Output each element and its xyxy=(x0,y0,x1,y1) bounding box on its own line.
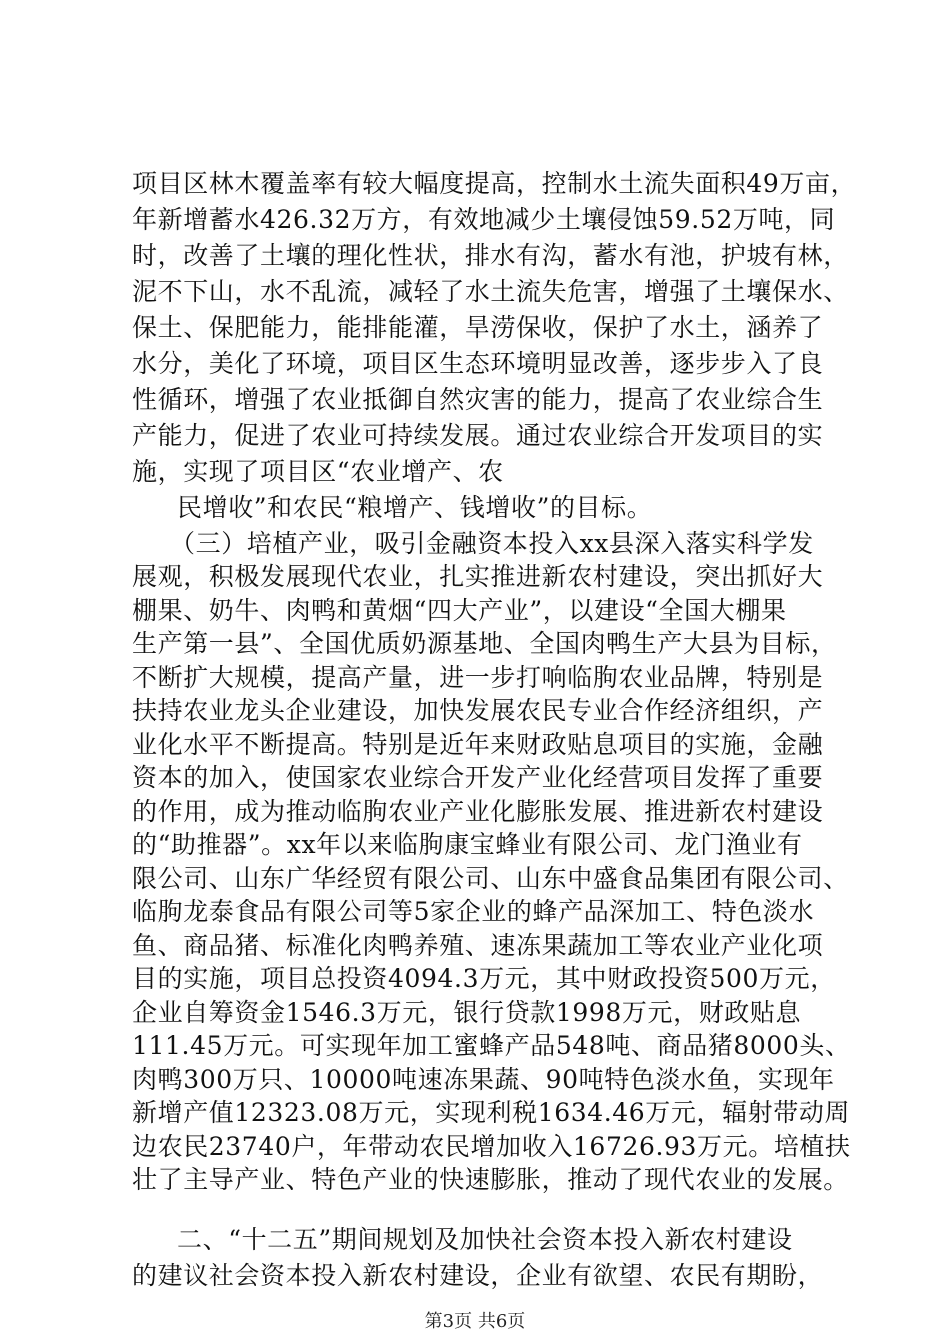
text-line: 新增产值12323.08万元，实现利税1634.46万元，辐射带动周 xyxy=(132,1098,851,1127)
text-line: 施，实现了项目区“农业增产、农 xyxy=(132,457,504,486)
text-line: 展观，积极发展现代农业，扎实推进新农村建设，突出抓好大 xyxy=(132,562,824,591)
text-line: 临朐龙泰食品有限公司等5家企业的蜂产品深加工、特色淡水 xyxy=(132,897,815,926)
text-line: 民增收”和农民“粮增产、钱增收”的目标。 xyxy=(177,493,653,522)
text-line: 水分，美化了环境，项目区生态环境明显改善，逐步步入了良 xyxy=(132,349,824,378)
text-line: 产能力，促进了农业可持续发展。通过农业综合开发项目的实 xyxy=(132,421,824,450)
text-line: 项目区林木覆盖率有较大幅度提高，控制水土流失面积49万亩， xyxy=(132,169,857,198)
text-line: 的“助推器”。xx年以来临朐康宝蜂业有限公司、龙门渔业有 xyxy=(132,830,803,859)
text-line: 不断扩大规模，提高产量，进一步打响临朐农业品牌，特别是 xyxy=(132,663,824,692)
text-line: 扶持农业龙头企业建设，加快发展农民专业合作经济组织，产 xyxy=(132,696,824,725)
text-line: 生产第一县”、全国优质奶源基地、全国肉鸭生产大县为目标， xyxy=(132,629,837,658)
text-line: 二、“十二五”期间规划及加快社会资本投入新农村建设 xyxy=(177,1225,793,1254)
text-line: 时，改善了土壤的理化性状，排水有沟，蓄水有池，护坡有林， xyxy=(132,241,849,270)
text-line: 目的实施，项目总投资4094.3万元，其中财政投资500万元， xyxy=(132,964,836,993)
text-line: 企业自筹资金1546.3万元，银行贷款1998万元，财政贴息 xyxy=(132,998,802,1027)
text-line: 111.45万元。可实现年加工蜜蜂产品548吨、商品猪8000头、 xyxy=(132,1031,851,1060)
text-line: 的建议社会资本投入新农村建设，企业有欲望、农民有期盼， xyxy=(132,1261,824,1290)
text-line: 业化水平不断提高。特别是近年来财政贴息项目的实施，金融 xyxy=(132,730,824,759)
text-line: 限公司、山东广华经贸有限公司、山东中盛食品集团有限公司、 xyxy=(132,864,849,893)
text-line: 泥不下山，水不乱流，减轻了水土流失危害，增强了土壤保水、 xyxy=(132,277,849,306)
text-line: 棚果、奶牛、肉鸭和黄烟“四大产业”，以建设“全国大棚果 xyxy=(132,596,787,625)
text-line: 鱼、商品猪、标准化肉鸭养殖、速冻果蔬加工等农业产业化项 xyxy=(132,931,824,960)
text-line: 保土、保肥能力，能排能灌，旱涝保收，保护了水土，涵养了 xyxy=(132,313,824,342)
text-line: 边农民23740户，年带动农民增加收入16726.93万元。培植扶 xyxy=(132,1132,851,1161)
text-line: （三）培植产业，吸引金融资本投入xx县深入落实科学发 xyxy=(170,529,814,558)
text-line: 资本的加入，使国家农业综合开发产业化经营项目发挥了重要 xyxy=(132,763,824,792)
text-line: 的作用，成为推动临朐农业产业化膨胀发展、推进新农村建设 xyxy=(132,797,824,826)
text-line: 年新增蓄水426.32万方，有效地减少土壤侵蚀59.52万吨，同 xyxy=(132,205,836,234)
text-line: 壮了主导产业、特色产业的快速膨胀，推动了现代农业的发展。 xyxy=(132,1165,849,1194)
page-number-footer: 第3页 共6页 xyxy=(424,1311,526,1332)
text-line: 性循环，增强了农业抵御自然灾害的能力，提高了农业综合生 xyxy=(132,385,824,414)
text-line: 肉鸭300万只、10000吨速冻果蔬、90吨特色淡水鱼，实现年 xyxy=(132,1065,835,1094)
